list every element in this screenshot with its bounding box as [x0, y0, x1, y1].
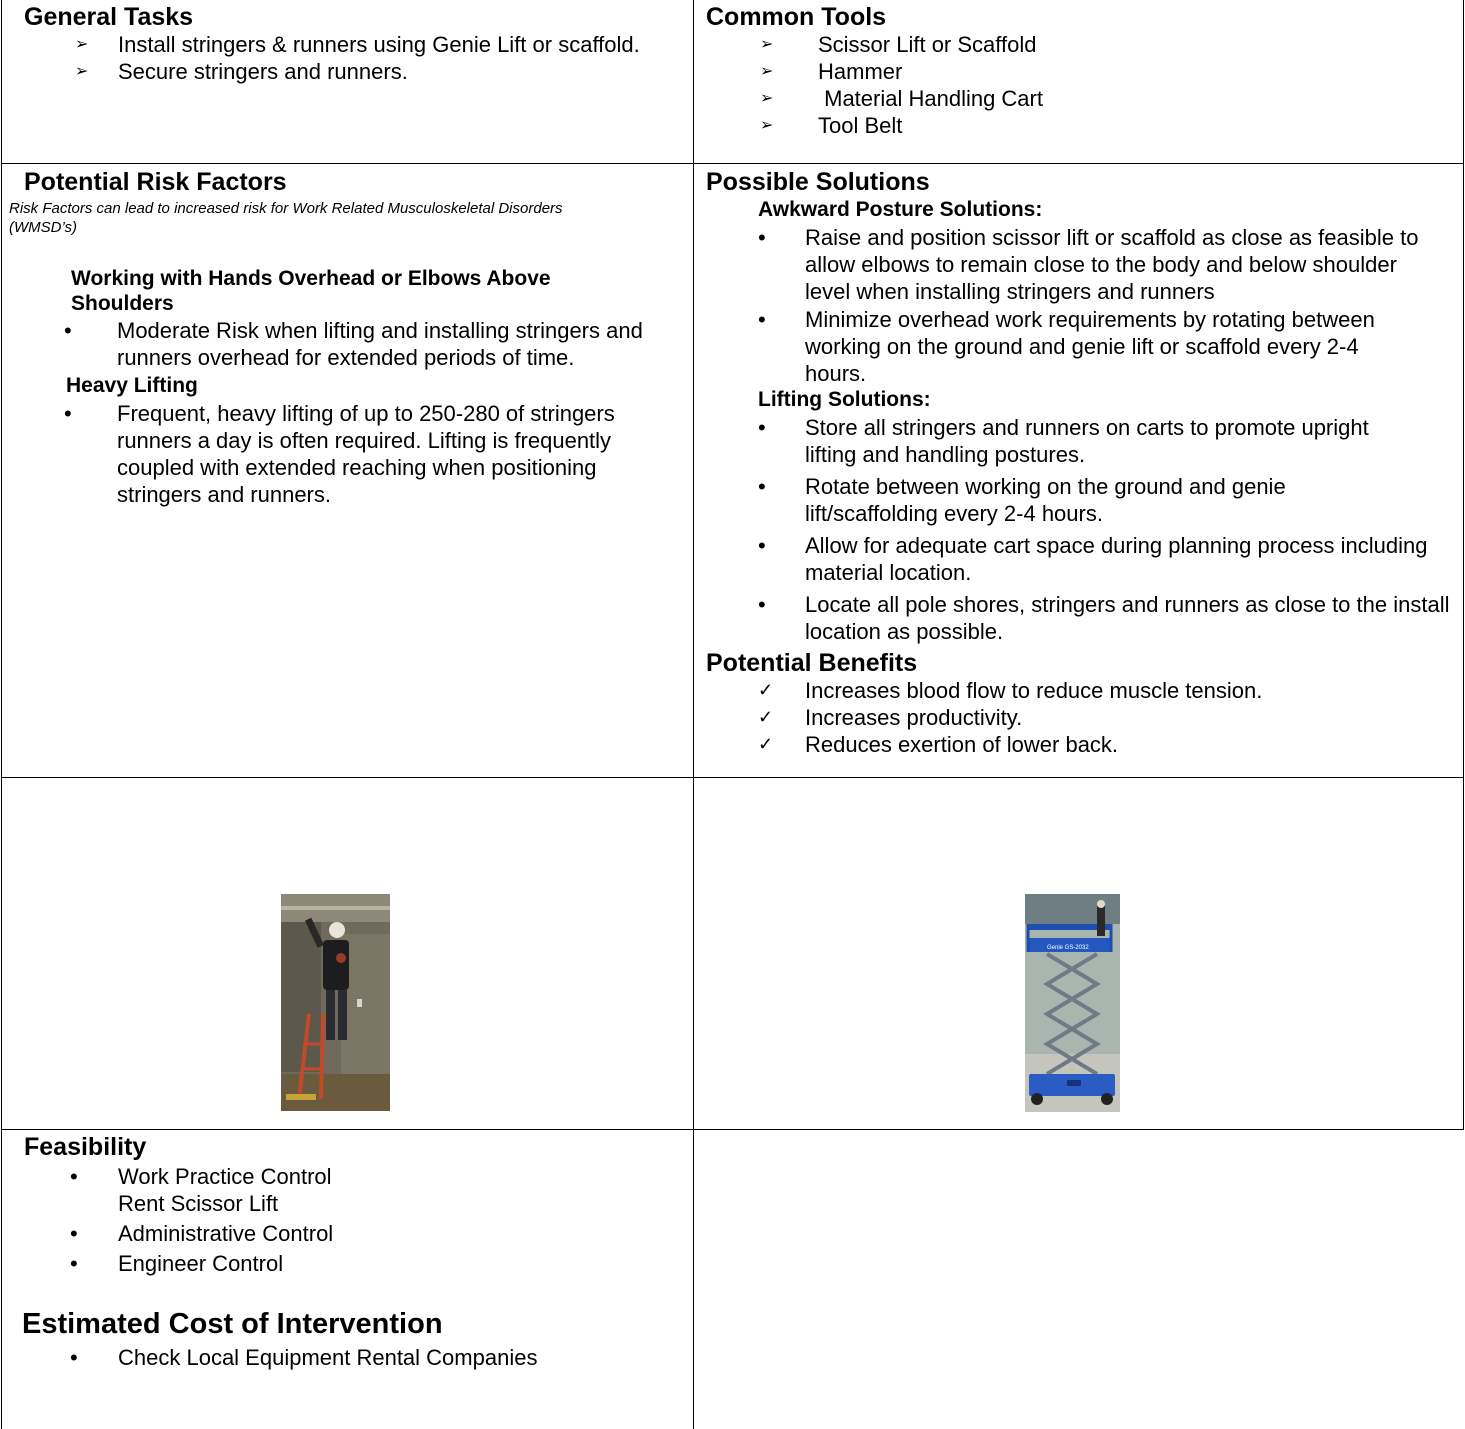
list-item	[70, 1250, 678, 1277]
overhead-heading: Working with Hands Overhead or Elbows Above Shoulders	[71, 267, 551, 315]
bullet-icon: •	[64, 401, 72, 426]
cost-title: Estimated Cost of Intervention	[22, 1308, 443, 1340]
list-item	[760, 112, 1456, 139]
list-item-text: Raise and position scissor lift or scaffold as close as feasible to allow elbows to remain close to the body and below shoulder level when installing stringers and runners	[805, 225, 1419, 304]
bullet-icon: •	[70, 1251, 78, 1276]
list-item	[75, 58, 658, 85]
list-item-text: Moderate Risk when lifting and installing stringers and runners overhead for extended periods of time.	[117, 318, 643, 370]
check-icon: ✓	[758, 734, 774, 754]
arrow-bullet-icon: ➢	[75, 63, 89, 80]
list-item	[760, 85, 1456, 112]
list-item	[758, 731, 1455, 758]
feasibility-title: Feasibility	[24, 1133, 147, 1161]
bullet-icon: •	[70, 1221, 78, 1246]
list-item	[760, 58, 1456, 85]
list-item-subtext: Rent Scissor Lift	[118, 1191, 279, 1216]
list-item-text: Administrative Control	[118, 1221, 334, 1246]
row-divider-1	[1, 163, 1464, 164]
list-item-text: Allow for adequate cart space during planning process including material location.	[805, 533, 1428, 585]
list-item	[70, 1220, 678, 1247]
list-item-text: Check Local Equipment Rental Companies	[118, 1345, 538, 1370]
list-item-text: Increases blood flow to reduce muscle tension.	[805, 678, 1263, 703]
list-item	[758, 473, 1405, 527]
bullet-icon: •	[758, 415, 766, 440]
list-item-text: Locate all pole shores, stringers and runners as close to the install location as possible.	[805, 592, 1450, 644]
list-item-text: Material Handling Cart	[818, 86, 1043, 111]
list-item	[758, 704, 1455, 731]
risk-factors-title: Potential Risk Factors	[24, 168, 287, 196]
list-item	[758, 224, 1455, 305]
list-item-text: Reduces exertion of lower back.	[805, 732, 1119, 757]
list-item-text: Increases productivity.	[805, 705, 1023, 730]
list-item	[758, 532, 1455, 586]
table-center-divider	[693, 0, 694, 1429]
lift-platform-label: Genie GS-2032	[1047, 945, 1089, 951]
list-item	[70, 1163, 678, 1217]
list-item-text: Secure stringers and runners.	[118, 59, 408, 84]
worker-on-ladder-photo	[281, 894, 390, 1111]
lifting-solutions-heading: Lifting Solutions:	[758, 388, 931, 411]
risk-factors-note: Risk Factors can lead to increased risk for Work Related Musculoskeletal Disorders (WMSD’s)	[9, 200, 563, 236]
list-item-text: Tool Belt	[818, 113, 903, 138]
arrow-bullet-icon: ➢	[75, 36, 89, 53]
list-item	[758, 591, 1455, 645]
list-item	[758, 306, 1405, 387]
list-item-text: Frequent, heavy lifting of up to 250-280 of stringers runners a day is often required. Lifting is frequently coupled with extended reaching when positioning stringers and runners.	[117, 401, 615, 507]
scissor-lift-photo	[1025, 894, 1120, 1112]
bullet-icon: •	[758, 533, 766, 558]
bullet-icon: •	[70, 1345, 78, 1370]
check-icon: ✓	[758, 680, 774, 700]
table-right-border	[1463, 0, 1464, 1130]
risk-factors-cell	[9, 166, 689, 776]
list-item-text: Scissor Lift or Scaffold	[818, 32, 1037, 57]
table-left-border	[1, 0, 2, 1429]
posture-solutions-heading: Awkward Posture Solutions:	[758, 198, 1043, 221]
feasibility-cell	[9, 1132, 689, 1429]
list-item	[760, 31, 1456, 58]
row-divider-3	[1, 1129, 1464, 1130]
bullet-icon: •	[70, 1164, 78, 1189]
bullet-icon: •	[758, 474, 766, 499]
list-item	[758, 677, 1455, 704]
bullet-icon: •	[758, 225, 766, 250]
solutions-cell	[706, 166, 1461, 776]
list-item-text: Minimize overhead work requirements by rotating between working on the ground and genie lift or scaffold every 2-4 hours.	[805, 307, 1375, 386]
general-tasks-cell	[24, 0, 684, 162]
common-tools-title: Common Tools	[706, 3, 887, 31]
list-item	[758, 414, 1405, 468]
list-item	[64, 400, 657, 508]
arrow-bullet-icon: ➢	[760, 90, 774, 107]
list-item	[75, 31, 658, 58]
arrow-bullet-icon: ➢	[760, 63, 774, 80]
bullet-icon: •	[758, 307, 766, 332]
list-item-text: Install stringers & runners using Genie Lift or scaffold.	[118, 32, 640, 57]
arrow-bullet-icon: ➢	[760, 36, 774, 53]
common-tools-cell	[706, 0, 1456, 162]
general-tasks-title: General Tasks	[24, 3, 194, 31]
list-item	[70, 1344, 678, 1371]
worker-on-ladder-illustration	[281, 894, 390, 1111]
solutions-title: Possible Solutions	[706, 168, 930, 196]
bullet-icon: •	[758, 592, 766, 617]
heavy-lifting-heading: Heavy Lifting	[66, 374, 198, 397]
list-item-text: Hammer	[818, 59, 903, 84]
scissor-lift-illustration	[1025, 894, 1120, 1112]
list-item	[64, 317, 657, 371]
check-icon: ✓	[758, 707, 774, 727]
list-item-text: Engineer Control	[118, 1251, 284, 1276]
row-divider-2	[1, 777, 1464, 778]
list-item-text: Work Practice Control	[118, 1164, 332, 1189]
list-item-text: Rotate between working on the ground and genie lift/scaffolding every 2-4 hours.	[805, 474, 1286, 526]
benefits-title: Potential Benefits	[706, 649, 918, 677]
arrow-bullet-icon: ➢	[760, 117, 774, 134]
bullet-icon: •	[64, 318, 72, 343]
list-item-text: Store all stringers and runners on carts to promote upright lifting and handling postures.	[805, 415, 1369, 467]
